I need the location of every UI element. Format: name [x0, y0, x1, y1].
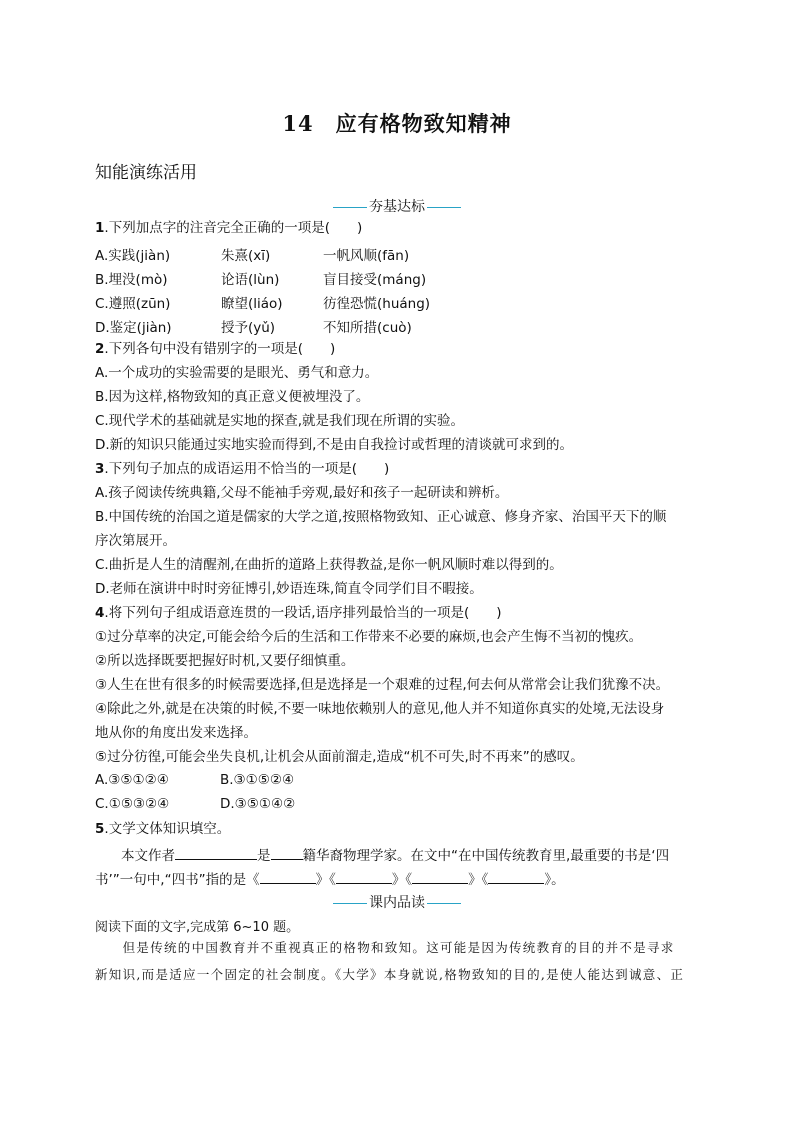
blank-book-4[interactable]	[488, 869, 544, 884]
divider-rule-right	[427, 903, 461, 904]
question-number: 4	[95, 605, 105, 621]
divider-rule-right	[427, 207, 461, 208]
divider-basic	[0, 196, 794, 216]
question-number: 2	[95, 341, 105, 357]
q5-fill-line-1	[121, 845, 669, 865]
q5-text: 本文作者	[121, 848, 175, 864]
divider-reading	[0, 892, 794, 912]
question-number: 5	[95, 821, 105, 837]
q2-option-b: B.因为这样,格物致知的真正意义便被埋没了。	[95, 389, 370, 405]
question-text: .下列加点字的注音完全正确的一项是( )	[104, 220, 363, 236]
q3-option-b-cont: 序次第展开。	[95, 533, 176, 549]
q1-option-d-2: 授予(yǔ)	[221, 320, 276, 336]
q2-option-c: C.现代学术的基础就是实地的探查,就是我们现在所谓的实验。	[95, 413, 465, 429]
reading-intro: 阅读下面的文字,完成第 6~10 题。	[95, 920, 300, 935]
q1-option-b-2: 论语(lùn)	[221, 272, 280, 288]
q5-text: 》。	[544, 872, 565, 888]
lesson-title: 14 应有格物致知精神	[282, 111, 512, 136]
question-number: 3	[95, 461, 105, 477]
divider-label: 课内品读	[369, 895, 425, 911]
q3-option-b: B.中国传统的治国之道是儒家的大学之道,按照格物致知、正心诚意、修身齐家、治国平天下的顺	[95, 509, 667, 525]
blank-book-3[interactable]	[412, 869, 468, 884]
q1-option-c-1: C.遵照(zūn)	[95, 296, 171, 312]
q4-choice-a: A.③⑤①②④	[95, 772, 169, 788]
q2-option-d: D.新的知识只能通过实地实验而得到,不是由自我捡讨或哲理的清谈就可求到的。	[95, 437, 573, 453]
q4-sentence-5: ⑤过分彷徨,可能会坐失良机,让机会从面前溜走,造成“机不可失,时不再来”的感叹。	[95, 749, 584, 765]
blank-book-1[interactable]	[260, 869, 316, 884]
q1-option-b-3: 盲目接受(máng)	[323, 272, 427, 288]
q1-option-c-2: 瞭望(liáo)	[221, 296, 283, 312]
q3-option-d: D.老师在演讲中时时旁征博引,妙语连珠,简直令同学们目不暇接。	[95, 581, 483, 597]
question-number: 1	[95, 220, 105, 236]
q5-text: 书’”一句中,“四书”指的是《	[95, 872, 260, 888]
q1-option-d-1: D.鉴定(jiàn)	[95, 320, 172, 336]
section-heading: 知能演练活用	[95, 163, 197, 183]
question-text: .下列各句中没有错别字的一项是( )	[104, 341, 336, 357]
q4-sentence-4-cont: 地从你的角度出发来选择。	[95, 725, 257, 741]
q1-option-a-1: A.实践(jiàn)	[95, 248, 171, 264]
q1-option-b-1: B.埋没(mò)	[95, 272, 168, 288]
passage-line-1: 但是传统的中国教育并不重视真正的格物和致知。这可能是因为传统教育的目的并不是寻求	[95, 940, 675, 955]
divider-rule-left	[333, 903, 367, 904]
q4-sentence-1: ①过分草率的决定,可能会给今后的生活和工作带来不必要的麻烦,也会产生悔不当初的愧疚。	[95, 629, 643, 645]
q5-text: 》《	[391, 872, 413, 888]
q4-choice-c: C.①⑤③②④	[95, 796, 170, 812]
q5-text: 》《	[315, 872, 336, 888]
divider-label: 夯基达标	[369, 199, 425, 215]
q1-option-a-3: 一帆风顺(fān)	[323, 248, 410, 264]
q1-option-d-3: 不知所措(cuò)	[323, 320, 412, 336]
question-text: .下列句子加点的成语运用不恰当的一项是( )	[104, 461, 390, 477]
q4-choice-b: B.③①⑤②④	[220, 772, 295, 788]
reading-passage	[95, 934, 705, 988]
q2-option-a: A.一个成功的实验需要的是眼光、勇气和意力。	[95, 365, 379, 381]
question-5-stem	[95, 820, 230, 838]
q5-text: 是	[257, 848, 271, 864]
question-text: .将下列句子组成语意连贯的一段话,语序排列最恰当的一项是( )	[104, 605, 502, 621]
q3-option-a: A.孩子阅读传统典籍,父母不能袖手旁观,最好和孩子一起研读和辨析。	[95, 485, 509, 501]
q4-sentence-2: ②所以选择既要把握好时机,又要仔细慎重。	[95, 653, 355, 669]
question-text: .文学文体知识填空。	[104, 821, 231, 837]
q5-text: 》《	[468, 872, 489, 888]
question-4-stem	[95, 604, 502, 622]
blank-author[interactable]	[175, 845, 257, 860]
q5-text: 籍华裔物理学家。在文中“在中国传统教育里,最重要的书是‘四	[302, 848, 670, 864]
blank-nationality[interactable]	[271, 845, 303, 860]
question-1-stem	[95, 219, 362, 237]
question-2-stem	[95, 340, 335, 358]
q1-option-c-3: 彷徨恐慌(huáng)	[323, 296, 431, 312]
q4-sentence-4: ④除此之外,就是在决策的时候,不要一味地依赖别人的意见,他人并不知道你真实的处境,无法设身	[95, 701, 665, 717]
q5-fill-line-2	[95, 869, 565, 889]
blank-book-2[interactable]	[336, 869, 392, 884]
q4-sentence-3: ③人生在世有很多的时候需要选择,但是选择是一个艰难的过程,何去何从常常会让我们犹豫不决。	[95, 677, 670, 693]
q3-option-c: C.曲折是人生的清醒剂,在曲折的道路上获得教益,是你一帆风顺时难以得到的。	[95, 557, 563, 573]
passage-line-2: 新知识,而是适应一个固定的社会制度。《大学》本身就说,格物致知的目的,是使人能达到诚意、正	[95, 967, 685, 982]
divider-rule-left	[333, 207, 367, 208]
question-3-stem	[95, 460, 389, 478]
q1-option-a-2: 朱熹(xī)	[221, 248, 271, 264]
q4-choice-d: D.③⑤①④②	[220, 796, 296, 812]
